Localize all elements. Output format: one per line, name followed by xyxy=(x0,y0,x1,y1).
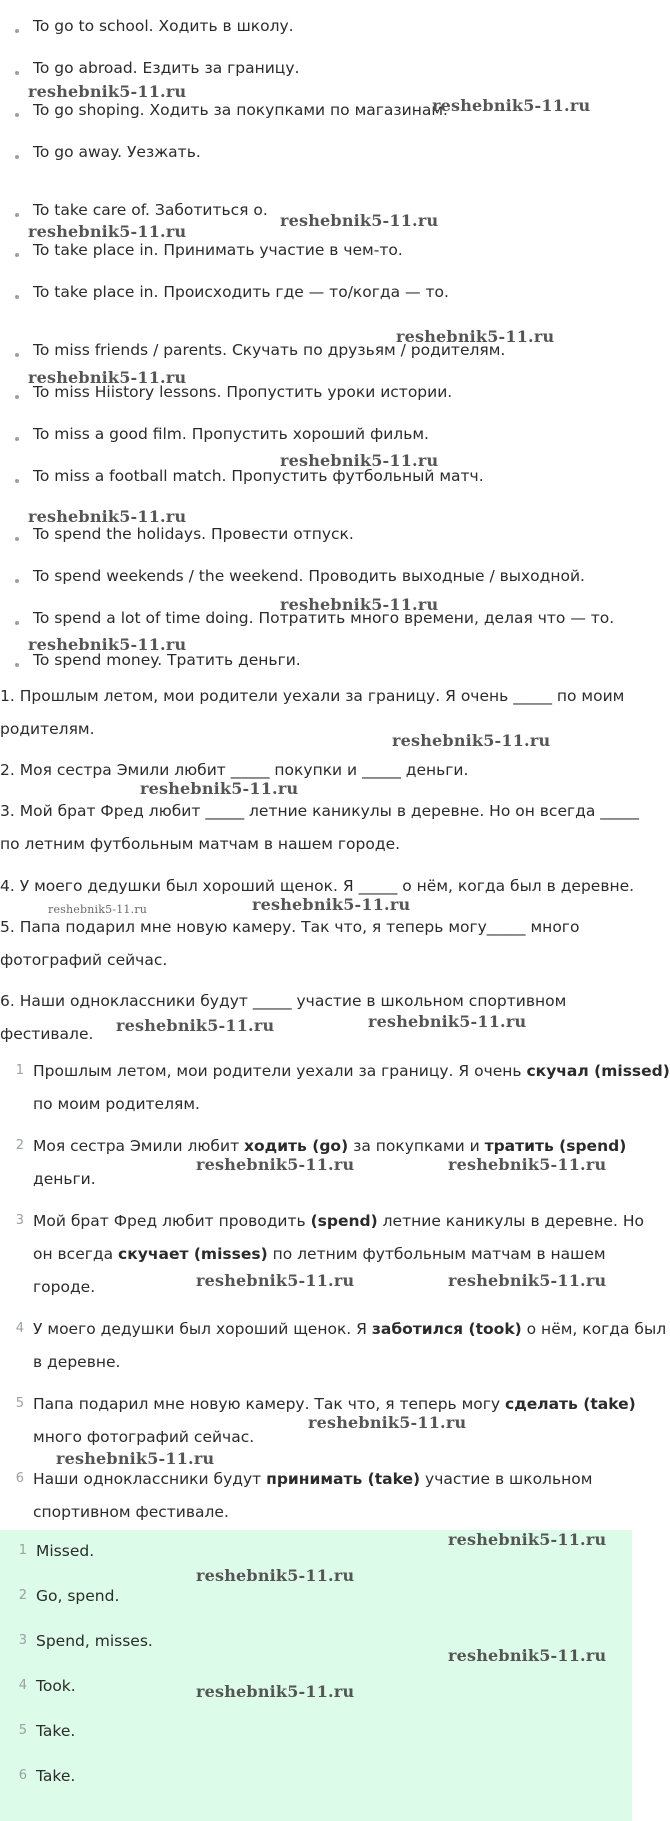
task-line: по летним футбольным матчам в нашем городе. xyxy=(0,835,401,853)
task-line: 3. Мой брат Фред любит _____ летние каникулы в деревне. Но он всегда _____ xyxy=(0,802,640,820)
bullet-icon xyxy=(15,353,19,357)
watermark: reshebnik5-11.ru xyxy=(28,507,187,526)
bullet-icon xyxy=(15,29,19,33)
list-item-continuation: в деревне. xyxy=(33,1353,121,1371)
watermark: reshebnik5-11.ru xyxy=(448,1530,607,1549)
list-item: To spend money. Тратить деньги. xyxy=(33,651,301,669)
watermark: reshebnik5-11.ru xyxy=(28,222,187,241)
watermark: reshebnik5-11.ru xyxy=(432,96,591,115)
watermark: reshebnik5-11.ru xyxy=(396,327,555,346)
list-number: 5 xyxy=(15,1396,24,1411)
list-item: To go away. Уезжать. xyxy=(33,143,201,161)
bullet-icon xyxy=(15,213,19,217)
list-item: To spend the holidays. Провести отпуск. xyxy=(33,525,354,543)
list-item: To go abroad. Ездить за границу. xyxy=(33,59,300,77)
list-number: 1 xyxy=(15,1063,24,1078)
bullet-icon xyxy=(15,295,19,299)
watermark: reshebnik5-11.ru xyxy=(56,1449,215,1468)
list-item: To go shoping. Ходить за покупками по магазинам. xyxy=(33,101,448,119)
watermark: reshebnik5-11.ru xyxy=(280,451,439,470)
list-item-continuation: деньги. xyxy=(33,1170,96,1188)
task-line: 1. Прошлым летом, мои родители уехали за границу. Я очень _____ по моим xyxy=(0,687,625,705)
watermark: reshebnik5-11.ru xyxy=(28,635,187,654)
list-item: Моя сестра Эмили любит ходить (go) за покупками и тратить (spend) xyxy=(33,1137,627,1155)
list-item: To take place in. Принимать участие в чем-то. xyxy=(33,241,403,259)
list-item: To miss Hiistory lessons. Пропустить уроки истории. xyxy=(33,383,453,401)
list-item-continuation: по моим родителям. xyxy=(33,1095,200,1113)
watermark: reshebnik5-11.ru xyxy=(196,1682,355,1701)
list-number: 4 xyxy=(15,1321,24,1336)
list-item: To take place in. Происходить где — то/когда — то. xyxy=(33,283,449,301)
watermark: reshebnik5-11.ru xyxy=(448,1646,607,1665)
watermark: reshebnik5-11.ru xyxy=(196,1566,355,1585)
watermark: reshebnik5-11.ru xyxy=(48,903,148,916)
list-item: Папа подарил мне новую камеру. Так что, я теперь могу сделать (take) xyxy=(33,1395,636,1413)
list-item-continuation: спортивном фестивале. xyxy=(33,1503,229,1521)
answer-item: Missed. xyxy=(36,1542,95,1560)
list-item-continuation: городе. xyxy=(33,1278,96,1296)
task-line: 6. Наши одноклассники будут _____ участие в школьном спортивном xyxy=(0,992,567,1010)
bullet-icon xyxy=(15,621,19,625)
task-line: фотографий сейчас. xyxy=(0,951,168,969)
watermark: reshebnik5-11.ru xyxy=(28,82,187,101)
answer-number: 5 xyxy=(18,1723,27,1738)
answer-item: Spend, misses. xyxy=(36,1632,153,1650)
watermark: reshebnik5-11.ru xyxy=(28,368,187,387)
list-item: Наши одноклассники будут принимать (take) участие в школьном xyxy=(33,1470,593,1488)
watermark: reshebnik5-11.ru xyxy=(140,779,299,798)
watermark: reshebnik5-11.ru xyxy=(448,1271,607,1290)
list-item: To miss a good film. Пропустить хороший фильм. xyxy=(33,425,429,443)
answer-item: Take. xyxy=(36,1767,76,1785)
list-item-continuation: много фотографий сейчас. xyxy=(33,1428,255,1446)
list-item: To miss friends / parents. Скучать по друзьям / родителям. xyxy=(33,341,506,359)
bullet-icon xyxy=(15,71,19,75)
watermark: reshebnik5-11.ru xyxy=(392,731,551,750)
bullet-icon xyxy=(15,253,19,257)
list-item: To spend a lot of time doing. Потратить много времени, делая что — то. xyxy=(33,609,615,627)
answer-number: 2 xyxy=(18,1588,27,1603)
watermark: reshebnik5-11.ru xyxy=(196,1155,355,1174)
answer-number: 3 xyxy=(18,1633,27,1648)
list-number: 3 xyxy=(15,1213,24,1228)
list-item: To spend weekends / the weekend. Проводить выходные / выходной. xyxy=(33,567,585,585)
bullet-icon xyxy=(15,579,19,583)
watermark: reshebnik5-11.ru xyxy=(116,1016,275,1035)
list-item: To go to school. Ходить в школу. xyxy=(33,17,294,35)
watermark: reshebnik5-11.ru xyxy=(308,1413,467,1432)
answer-number: 4 xyxy=(18,1678,27,1693)
answer-item: Go, spend. xyxy=(36,1587,120,1605)
answer-number: 6 xyxy=(18,1768,27,1783)
watermark: reshebnik5-11.ru xyxy=(448,1155,607,1174)
task-line: 2. Моя сестра Эмили любит _____ покупки и _____ деньги. xyxy=(0,761,469,779)
watermark: reshebnik5-11.ru xyxy=(280,211,439,230)
answer-item: Took. xyxy=(36,1677,76,1695)
watermark: reshebnik5-11.ru xyxy=(196,1271,355,1290)
list-item: Прошлым летом, мои родители уехали за границу. Я очень скучал (missed) xyxy=(33,1062,670,1080)
bullet-icon xyxy=(15,155,19,159)
bullet-icon xyxy=(15,437,19,441)
list-number: 2 xyxy=(15,1138,24,1153)
task-line: 5. Папа подарил мне новую камеру. Так что, я теперь могу_____ много xyxy=(0,918,580,936)
bullet-icon xyxy=(15,479,19,483)
bullet-icon xyxy=(15,395,19,399)
task-line: родителям. xyxy=(0,720,95,738)
list-number: 6 xyxy=(15,1471,24,1486)
answer-number: 1 xyxy=(18,1543,27,1558)
list-item: Мой брат Фред любит проводить (spend) летние каникулы в деревне. Но xyxy=(33,1212,644,1230)
bullet-icon xyxy=(15,113,19,117)
list-item: To take care of. Заботиться о. xyxy=(33,201,268,219)
watermark: reshebnik5-11.ru xyxy=(252,895,411,914)
task-line: фестивале. xyxy=(0,1025,94,1043)
list-item-continuation: он всегда скучает (misses) по летним футбольным матчам в нашем xyxy=(33,1245,606,1263)
list-item: To miss a football match. Пропустить футбольный матч. xyxy=(33,467,484,485)
answer-item: Take. xyxy=(36,1722,76,1740)
list-item: У моего дедушки был хороший щенок. Я заботился (took) о нём, когда был xyxy=(33,1320,667,1338)
watermark: reshebnik5-11.ru xyxy=(280,595,439,614)
bullet-icon xyxy=(15,537,19,541)
task-line: 4. У моего дедушки был хороший щенок. Я _____ о нём, когда был в деревне. xyxy=(0,877,635,895)
bullet-icon xyxy=(15,663,19,667)
watermark: reshebnik5-11.ru xyxy=(368,1012,527,1031)
